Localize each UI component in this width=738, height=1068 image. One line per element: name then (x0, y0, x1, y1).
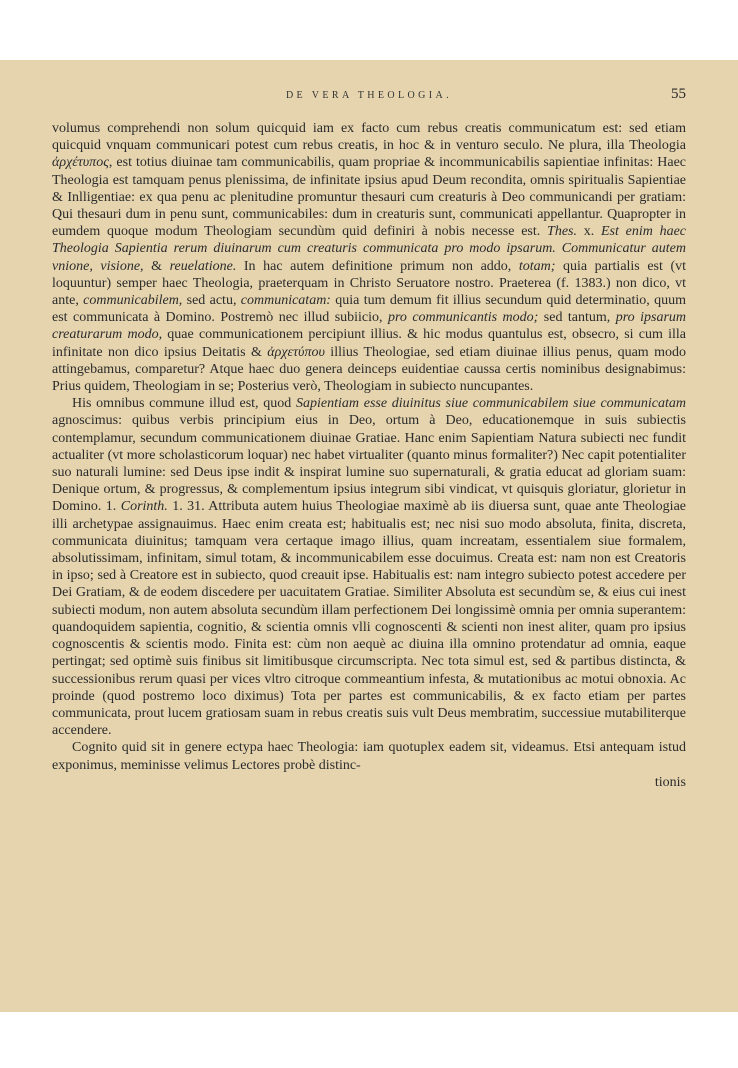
catchword: tionis (654, 774, 686, 790)
paragraph-3 (52, 739, 686, 773)
text-run: 1. 31. Attributa autem huius Theologiae maximè ab iis diuersa sunt, quae ante Theologiae illi archetypae assignauimus. Haec enim creata est; habitualis est; nec nisi suo modo absoluta, finita, discreta, communicata diuinitus; tamquam vera certaque imago illius, quam increatam, essentialem siue formalem, absolutissimam, infinitam, simul totam, & incommunicabilem esse docuimus. Creata est: nam non est Creatoris in ipso; sed à Creatore est in subiecto, quod creauit ipse. Habitualis est: nam integro subiecto potest accedere per Dei Gratiam, & de eodem discedere per uacuitatem Gratiae. Similiter Absoluta est secundùm se, & eius cui inest subiecti modum, non autem absoluta secundùm illam perfectionem Dei longissimè omnia per omnia superantem: quandoquidem sapientia, cognitio, & scientia omnis vlli cognoscenti & scienti non inest aliter, quam pro ipsius cognoscentis & scientis modo. Finita est: cùm non aequè ac diuina illa omnino protendatur ad omnia, eaque pertingat; sed optimè suis finibus sit limitibusque circumscripta. Nec tota simul est, sed & partibus distincta, & successionibus rerum quasi per vices vltro citroque commeantium infesta, & mutationibus ac motui obnoxia. Ac proinde (quod postremo loco diximus) Tota per partes est communicabilis, & ex facto etiam per partes communicata, prout lucem gratiosam suam in rebus creatis suis vult Deus membratim, successiue mutabiliterque accendere. (52, 499, 686, 739)
text-run: Cognito quid sit in genere ectypa haec Theologia: iam quotuplex eadem sit, videamus. Etsi antequam istud exponimus, meminisse velimus Lectores probè distinc- (52, 740, 686, 773)
text-run: & (143, 258, 170, 274)
italic-run: ἀρχέτυπος (52, 155, 109, 171)
paragraph-1 (52, 120, 686, 395)
text-run: quae communicationem percipiunt illius. & hic modus quantulus est, obsecro, si cum illa infinitate non dico ipsius Deitatis & (52, 327, 686, 360)
text-run: illius Theologiae, sed etiam diuinae illius penus, quam modo attingebamus, comparetur? Atque haec duo genera deinceps euidentiae caussa certis nominibus designabimus: Prius quidem, Theologiam in se; Posterius verò, Theologiam in subiecto nuncupantes. (52, 344, 686, 395)
text-run: , est totius diuinae tam communicabilis, quam propriae & incommunicabilis sapientiae infinitas: Haec Theologia est tamquam penus plenissima, de infinitate ipsius apud Deum recondita, omnis spiritualis Sapientiae & Inlligentiae: ex qua penu ac plenitudine promuntur thesauri cum creaturis à Deo communicandi per gratiam: Qui thesauri dum in penu sunt, communicabiles: dum in creaturis sunt, communicati appellantur. Quapropter in eumdem quoque modum Theologiam secundùm quid definiri à nobis necesse est. (52, 155, 686, 240)
italic-run: Est enim haec Theologia Sapientia rerum diuinarum cum creaturis communicata pro modo ipsarum. Communicatur autem vnione, visione, (52, 224, 687, 274)
page-header (52, 86, 686, 106)
italic-run: pro ipsarum creaturarum modo, (52, 310, 687, 343)
italic-run: communicabilem, (83, 293, 183, 309)
book-page (0, 60, 738, 1012)
italic-run: Thes. (547, 224, 577, 240)
text-run: His omnibus commune illud est, quod (72, 396, 296, 412)
paragraph-2 (52, 395, 686, 739)
italic-run: reuelatione. (169, 258, 237, 274)
italic-run: Corinth. (120, 499, 168, 515)
body-text (52, 120, 686, 791)
running-title: DE VERA THEOLOGIA. (285, 90, 453, 101)
text-run: sed actu, (182, 293, 241, 309)
italic-run: pro communicantis modo; (387, 310, 539, 326)
italic-run: totam; (518, 258, 556, 274)
text-run: x. (576, 224, 601, 240)
italic-run: ἀρχετύπου (267, 344, 325, 360)
text-run: quia tum demum fit illius secundum quid determinatio, quum est communicata à Domino. Postremò nec illud subiicio, (52, 293, 686, 326)
text-run: agnoscimus: quibus verbis principium eius in Deo, ortum à Deo, educationemque in suis subiectis contemplamur, secundum communicationem diuinae Gratiae. Hanc enim Sapientiam Natura subiecti nec fundit actualiter (vt more scholasticorum loquar) nec habet virtualiter (quanto minus formaliter?) Nec capit potentialiter suo naturali lumine: sed Deus ipse indit & inspirat lumine suo supernaturali, & gratia educat ad gloriam suam: Denique ortum, & progressus, & complementum ipsius integrum sibi vindicat, vt quisquis gloriatur, glorietur in Domino. 1. (52, 413, 686, 515)
italic-run: Sapientiam esse diuinitus siue communicabilem siue communicatam (296, 396, 686, 412)
text-run: volumus comprehendi non solum quicquid iam ex facto cum rebus creatis communicatum est: sed etiam quicquid vnquam communicari potest cum rebus creatis, in hoc & in venturo seculo. Ne plura, illa Theologia (52, 121, 686, 154)
italic-run: communicatam: (240, 293, 331, 309)
text-run: In hac autem definitione primum non addo, (236, 258, 519, 274)
text-run: quia partialis est (vt loquuntur) semper haec Theologia, praeterquam in Christo Seruatore nostro. Praeterea (f. 1383.) non dico, vt ante, (52, 258, 686, 309)
page-number: 55 (671, 86, 686, 102)
text-run: sed tantum, (538, 310, 616, 326)
